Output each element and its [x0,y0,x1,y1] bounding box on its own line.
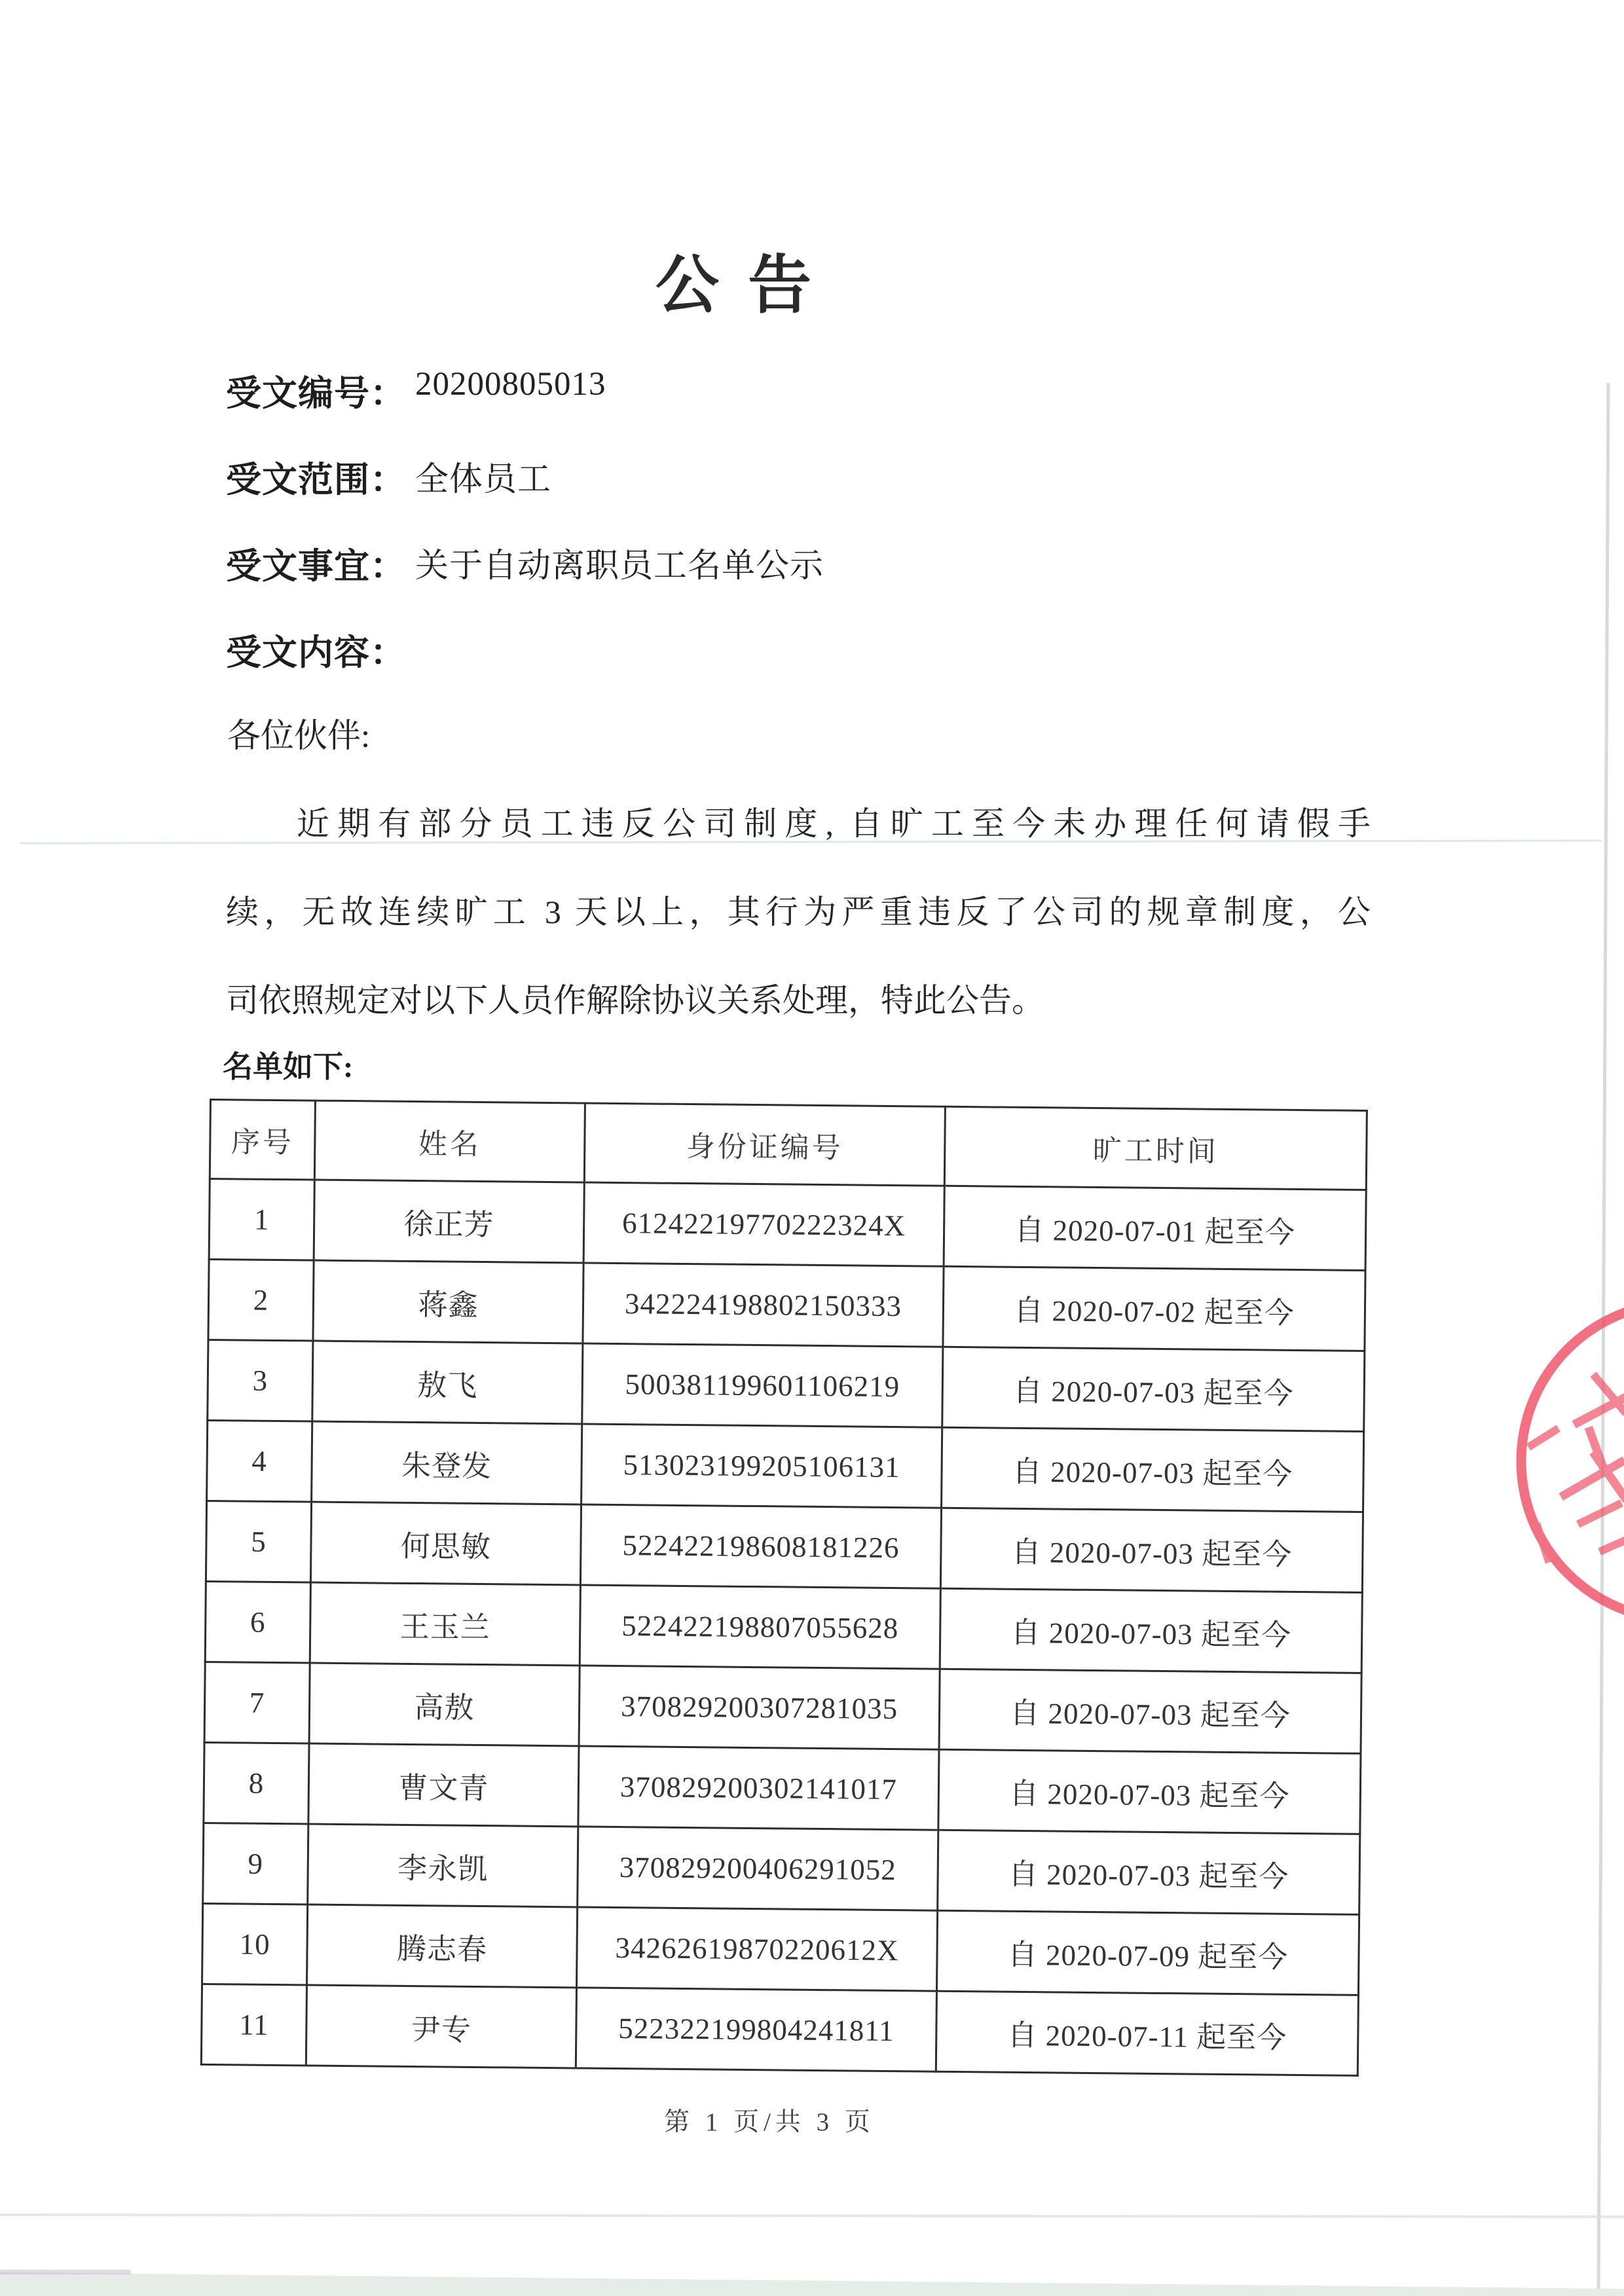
table-row [205,1581,1362,1673]
table-cell-period: 自 2020-07-03 起至今 [938,1749,1361,1834]
table-cell-period: 自 2020-07-09 起至今 [936,1910,1359,1995]
meta-value: 关于自动离职员工名单公示 [415,548,824,585]
table-row [204,1742,1361,1834]
meta-row-scope [226,452,824,538]
meta-row-doc-number [226,365,824,452]
table-header-row [210,1100,1367,1190]
table-cell-name: 朱登发 [312,1421,582,1504]
table-row [202,1903,1359,1995]
table-row [209,1179,1366,1271]
table-cell-index: 4 [207,1420,312,1502]
meta-label: 受文范围： [226,460,406,500]
table-cell-period: 自 2020-07-03 起至今 [942,1427,1364,1512]
table-cell-index: 6 [205,1581,310,1663]
table-cell-name: 何思敏 [310,1502,581,1585]
table-cell-name: 高敖 [309,1663,580,1746]
page-footer: 第 1 页/共 3 页 [664,2108,875,2136]
table-cell-index: 1 [209,1179,314,1261]
employee-table-body [201,1179,1366,2076]
col-header-id: 身份证编号 [584,1103,945,1186]
table-cell-period: 自 2020-07-01 起至今 [944,1186,1366,1270]
meta-row-content [226,625,824,711]
table-cell-name: 蒋鑫 [313,1260,583,1343]
table-cell-id: 513023199205106131 [581,1424,942,1508]
table-cell-id: 370829200302141017 [578,1746,939,1830]
meta-label: 受文事宜： [226,547,406,586]
table-cell-period: 自 2020-07-02 起至今 [943,1266,1365,1351]
meta-label: 受文编号： [226,374,406,413]
body-line: 续，无故连续旷工 3 天以上，其行为严重违反了公司的规章制度，公 [226,894,1371,930]
table-row [207,1420,1364,1512]
table-cell-index: 3 [208,1339,313,1421]
page-title: 公 告 [655,250,819,321]
table-cell-id: 61242219770222324X [583,1182,944,1266]
table-cell-index: 8 [204,1742,309,1824]
table-cell-id: 370829200307281035 [579,1666,940,1749]
table-cell-period: 自 2020-07-03 起至今 [942,1347,1365,1431]
list-intro: 名单如下: [223,1050,354,1084]
table-cell-id: 500381199601106219 [582,1343,943,1427]
meta-value: 20200805013 [415,366,606,403]
table-row [204,1662,1361,1753]
table-cell-period: 自 2020-07-03 起至今 [938,1830,1360,1914]
table-row [206,1501,1363,1592]
meta-label: 受文内容： [226,633,406,672]
table-cell-period: 自 2020-07-03 起至今 [940,1508,1363,1592]
table-cell-name: 李永凯 [308,1824,578,1907]
roster-table-wrap [200,1099,1366,2077]
table-cell-name: 尹专 [306,1985,576,2068]
table-cell-id: 342224198802150333 [583,1263,944,1347]
salutation: 各位伙伴: [227,718,371,755]
table-cell-index: 7 [204,1662,310,1743]
table-cell-index: 11 [201,1984,306,2066]
meta-block [226,365,824,711]
table-cell-id: 34262619870220612X [576,1907,937,1991]
body-line: 司依照规定对以下人员作解除协议关系处理，特此公告。 [226,982,1044,1019]
table-cell-index: 10 [202,1903,308,1985]
roster-table [200,1099,1368,2077]
table-cell-name: 曹文青 [308,1743,579,1827]
table-cell-period: 自 2020-07-03 起至今 [940,1588,1362,1673]
table-cell-id: 522422198608181226 [580,1504,941,1588]
table-cell-name: 腾志春 [307,1904,578,1988]
col-header-period: 旷工时间 [944,1106,1367,1190]
col-header-name: 姓名 [314,1101,585,1182]
meta-row-subject [226,538,824,625]
table-cell-name: 徐正芳 [314,1180,584,1263]
table-row [208,1339,1365,1431]
body-line: 近期有部分员工违反公司制度, 自旷工至今未办理任何请假手 [297,805,1371,842]
table-cell-name: 王玉兰 [310,1582,580,1666]
col-header-index: 序号 [210,1100,315,1180]
table-cell-id: 522422198807055628 [580,1585,940,1669]
table-row [208,1260,1365,1351]
table-cell-period: 自 2020-07-03 起至今 [939,1669,1361,1753]
table-cell-index: 5 [206,1501,311,1582]
table-cell-id: 522322199804241811 [576,1988,936,2071]
table-cell-name: 敖飞 [312,1341,583,1424]
table-row [203,1823,1360,1914]
table-row [201,1984,1358,2075]
body-paragraph [226,797,1371,1063]
table-cell-index: 9 [203,1823,308,1904]
meta-value: 全体员工 [415,462,552,498]
table-cell-period: 自 2020-07-11 起至今 [936,1991,1358,2075]
table-cell-index: 2 [208,1260,314,1341]
table-cell-id: 370829200406291052 [578,1827,938,1910]
